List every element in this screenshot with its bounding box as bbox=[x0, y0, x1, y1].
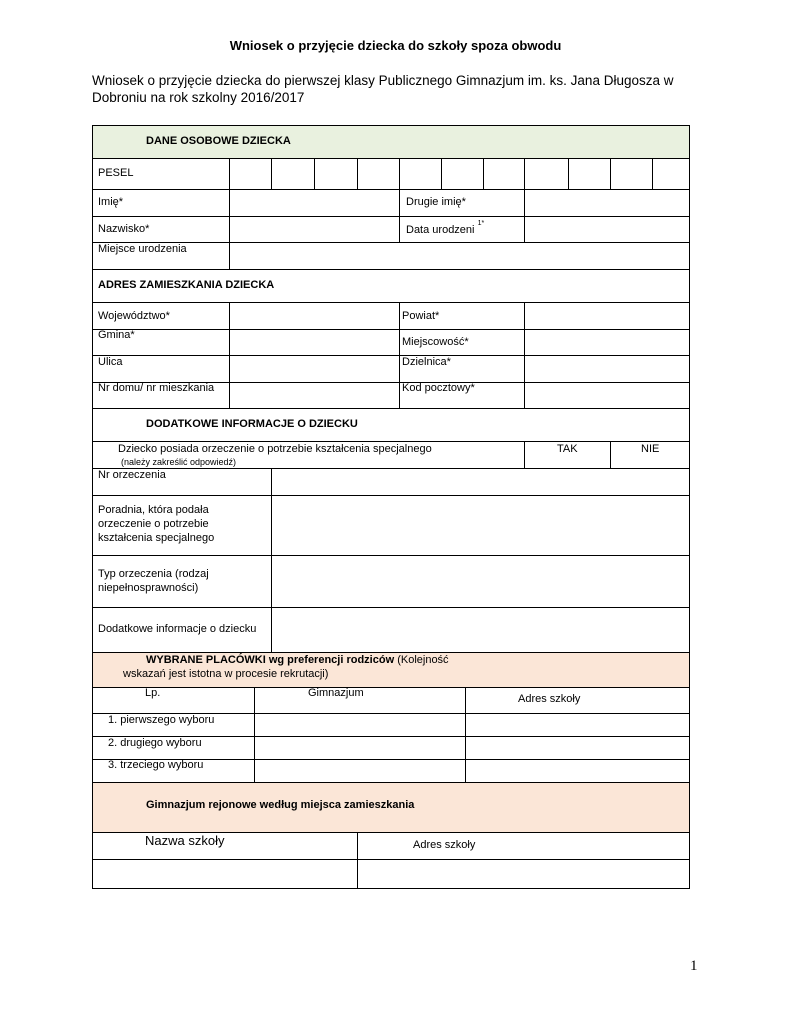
certificate-note: (należy zakreślić odpowiedź) bbox=[121, 457, 237, 467]
yes-option[interactable]: TAK bbox=[557, 443, 578, 455]
certificate-number-label: Nr orzeczenia bbox=[98, 469, 166, 481]
page-number: 1 bbox=[690, 958, 698, 974]
commune-label: Gmina* bbox=[98, 329, 135, 341]
document-title: Wniosek o przyjęcie dziecka do szkoły spoza obwodu bbox=[229, 38, 562, 53]
school-name-column-header: Nazwa szkoły bbox=[145, 833, 225, 848]
district-school-heading: Gimnazjum rejonowe według miejsca zamieszkania bbox=[146, 799, 415, 811]
locality-label: Miejscowość* bbox=[402, 336, 469, 348]
school-column-header: Gimnazjum bbox=[308, 687, 364, 699]
street-label: Ulica bbox=[98, 356, 123, 368]
certificate-question: Dziecko posiada orzeczenie o potrzebie kształcenia specjalnego bbox=[118, 443, 432, 455]
birth-place-label: Miejsce urodzenia bbox=[98, 243, 187, 255]
additional-info-heading: DODATKOWE INFORMACJE O DZIECKU bbox=[146, 418, 358, 430]
postal-code-label: Kod pocztowy* bbox=[402, 382, 475, 394]
birth-date-label: Data urodzeni $^{1*}$ bbox=[406, 220, 485, 236]
school-address-column-header: Adres szkoły bbox=[518, 693, 581, 705]
disability-type-label: Typ orzeczenia (rodzaj niepełnosprawności) bbox=[98, 568, 209, 594]
schools-heading: WYBRANE PLACÓWKI wg preferencji rodziców (Kolejność wskazań jest istotna w procesie rekrutacji) bbox=[123, 654, 449, 680]
address-heading: ADRES ZAMIESZKANIA DZIECKA bbox=[98, 279, 275, 291]
district-label: Dzielnica* bbox=[402, 356, 451, 368]
personal-data-heading: DANE OSOBOWE DZIECKA bbox=[146, 135, 291, 147]
house-number-label: Nr domu/ nr mieszkania bbox=[98, 382, 215, 394]
first-name-label: Imię* bbox=[98, 196, 124, 208]
second-name-label: Drugie imię* bbox=[406, 196, 466, 208]
no-option[interactable]: NIE bbox=[641, 443, 660, 455]
surname-label: Nazwisko* bbox=[98, 223, 150, 235]
voivodeship-label: Województwo* bbox=[98, 310, 170, 322]
extra-info-label: Dodatkowe informacje o dziecku bbox=[98, 623, 257, 635]
document-subtitle: Wniosek o przyjęcie dziecka do pierwszej klasy Publicznego Gimnazjum im. ks. Jana Długosza w Dobroniu na rok szkolny 2016/2017 bbox=[92, 73, 674, 105]
school-row-first: 1. pierwszego wyboru bbox=[108, 714, 215, 726]
county-label: Powiat* bbox=[402, 310, 440, 322]
district-address-column-header: Adres szkoły bbox=[413, 839, 476, 851]
lp-column-header: Lp. bbox=[145, 687, 161, 699]
clinic-label: Poradnia, która podała orzeczenie o potrzebie kształcenia specjalnego bbox=[98, 504, 215, 544]
school-row-third: 3. trzeciego wyboru bbox=[108, 759, 204, 771]
pesel-label: PESEL bbox=[98, 167, 134, 179]
school-row-second: 2. drugiego wyboru bbox=[108, 737, 202, 749]
